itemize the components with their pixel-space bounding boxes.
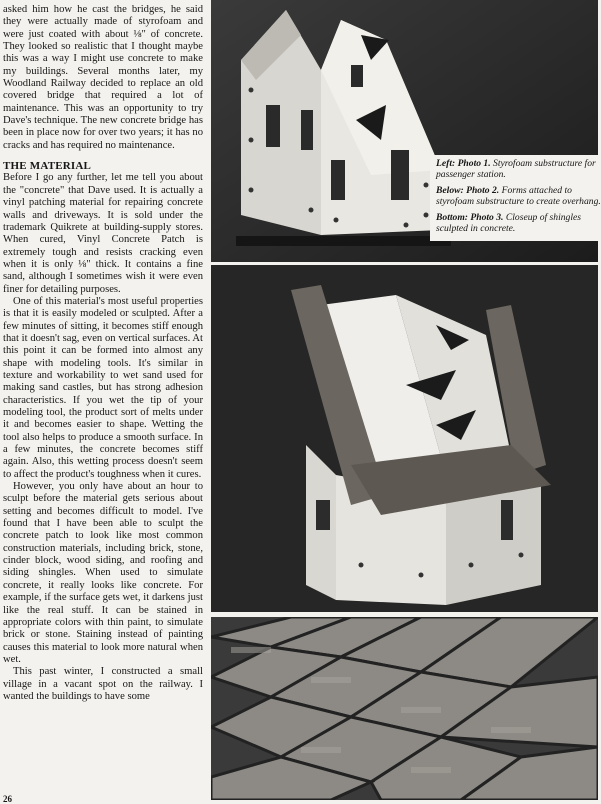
caption-photo2-text: Forms attached to styrofoam substructure to create overhang. (436, 184, 601, 208)
caption-photo2 (436, 185, 601, 208)
section-heading: THE MATERIAL (3, 160, 92, 173)
caption-photo1-text: Styrofoam substructure for passenger station. (436, 158, 596, 181)
photo-forms-attached (211, 265, 598, 612)
caption-photo3-label: Bottom: Photo 3. (436, 211, 504, 223)
paragraph-intro: asked him how he cast the bridges, he said they were actually made of styrofoam and were just coated with about ⅛" of concrete. They looked so realistic that I thought maybe this was a way I might use concrete to make my buildings. Several months later, my Woodland Railway decided to replace an old covered bridge that required a lot of maintenance. This was an opportunity to try Dave's technique. The new concrete bridge has been in place now for over two years; it has no cracks and has required no maintenance. (3, 4, 203, 151)
caption-photo1-label: Left: Photo 1. (436, 158, 491, 169)
caption-photo3 (436, 212, 601, 235)
paragraph-sculpt: However, you only have about an hour to sculpt before the material gets serious about setting and becomes difficult to model. I've found that I have been able to sculpt the concrete patch to look like most common construction materials, including brick, stone, cinder block, wood siding, and roofing and siding shingles. When used to simulate concrete, it really looks like concrete. For example, if the surface gets wet, it darkens just like the real stuff. It can be stained in appropriate colors with thin paint, to simulate brick or stone. Staining instead of painting causes this material to look more natural when wet. (3, 481, 203, 665)
article-column (3, 4, 203, 703)
caption-photo3-text: Closeup of shingles sculpted in concrete. (436, 211, 581, 235)
paragraph-material: Before I go any further, let me tell you about the "concrete" that Dave used. It is actually a vinyl patching material for repairing concrete walls and driveways. It is sold under the trademark Quikrete at building-supply stores. When cured, Vinyl Concrete Patch is extremely tough and resists cracking even when it is only ⅛" thick. It contains a fine sand, although I sometimes wish it were even finer for detailing purposes. (3, 172, 203, 295)
photo-shingles-closeup (211, 617, 598, 800)
page-number: 26 (3, 794, 12, 804)
paragraph-properties: One of this material's most useful properties is that it is easily modeled or sculpted. After a few minutes of sitting, it becomes stiff enough that it doesn't sag, even on vertical surfaces. At this point it can be formed into almost any shape with modeling tools. It's similar in texture and workability to wet sand used for making sand castles, but has strong adhesion characteristics. If you wet the tip of your modeling tool, the product sort of melts under it and becomes easier to shape. Wetting the tool also helps to produce a smooth surface. In a few minutes, the concrete becomes stiff again. Also, this wetting process doesn't seem to affect the product's toughness when it cures. (3, 295, 203, 480)
photo-captions (430, 155, 601, 241)
caption-photo2-label: Below: Photo 2. (436, 184, 500, 196)
caption-photo1 (436, 158, 601, 181)
paragraph-winter: This past winter, I constructed a small village in a vacant spot on the railway. I wanted the buildings to have some (3, 666, 203, 702)
